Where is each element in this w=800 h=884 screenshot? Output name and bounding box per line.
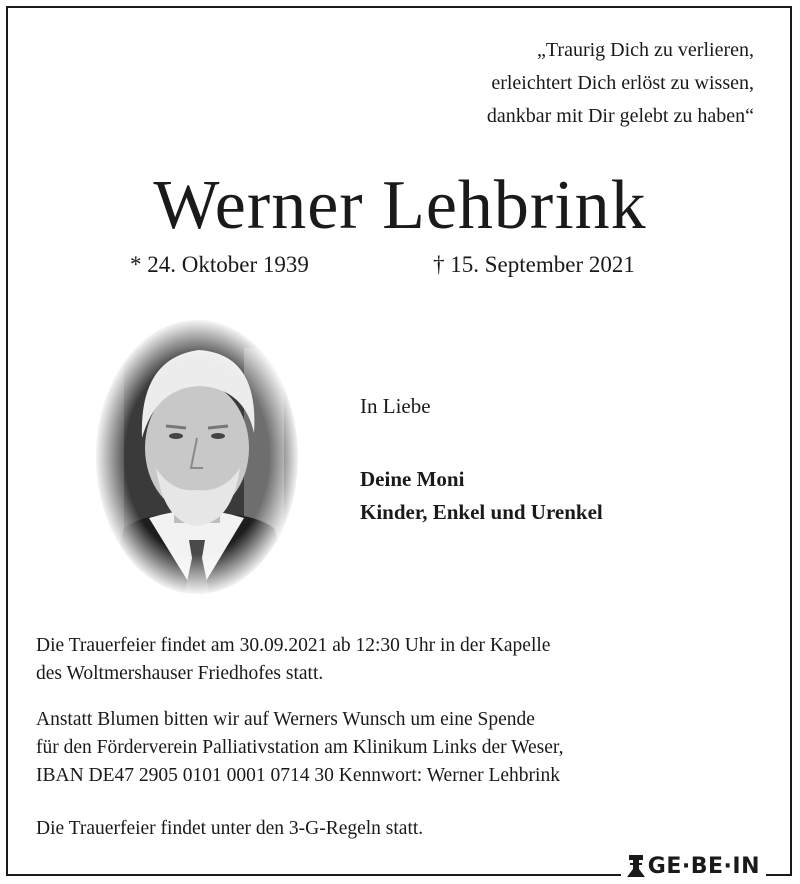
quote-line: „Traurig Dich zu verlieren, [537, 39, 754, 61]
figure-icon [627, 855, 645, 877]
quote-line: erleichtert Dich erlöst zu wissen, [491, 72, 754, 94]
ceremony-line: des Woltmershauser Friedhofes statt. [36, 663, 324, 684]
mourner-line: Kinder, Enkel und Urenkel [360, 500, 603, 524]
donation-line: IBAN DE47 2905 0101 0001 0714 30 Kennwort: Werner Lehbrink [36, 765, 560, 786]
donation-line: für den Förderverein Palliativstation am Klinikum Links der Weser, [36, 737, 564, 758]
deceased-name: Werner Lehbrink [153, 167, 647, 244]
mourners-list [360, 463, 603, 529]
birth-date: * 24. Oktober 1939 [130, 252, 309, 277]
ceremony-line: Die Trauerfeier findet am 30.09.2021 ab 12:30 Uhr in der Kapelle [36, 635, 551, 656]
donation-line: Anstatt Blumen bitten wir auf Werners Wunsch um eine Spende [36, 709, 535, 730]
portrait-photo [94, 318, 300, 596]
rules-line: Die Trauerfeier findet unter den 3-G-Regeln statt. [36, 818, 424, 839]
rules-paragraph [36, 815, 423, 843]
publisher-logo [621, 852, 766, 880]
ceremony-paragraph [36, 632, 550, 688]
quote-line: dankbar mit Dir gelebt zu haben“ [486, 105, 754, 127]
donation-paragraph [36, 706, 563, 790]
mourners-intro: In Liebe [360, 394, 431, 418]
quote [487, 34, 754, 133]
mourner-line: Deine Moni [360, 467, 465, 491]
publisher-logo-text: GE·BE·IN [647, 853, 760, 879]
death-date: † 15. September 2021 [433, 252, 635, 277]
